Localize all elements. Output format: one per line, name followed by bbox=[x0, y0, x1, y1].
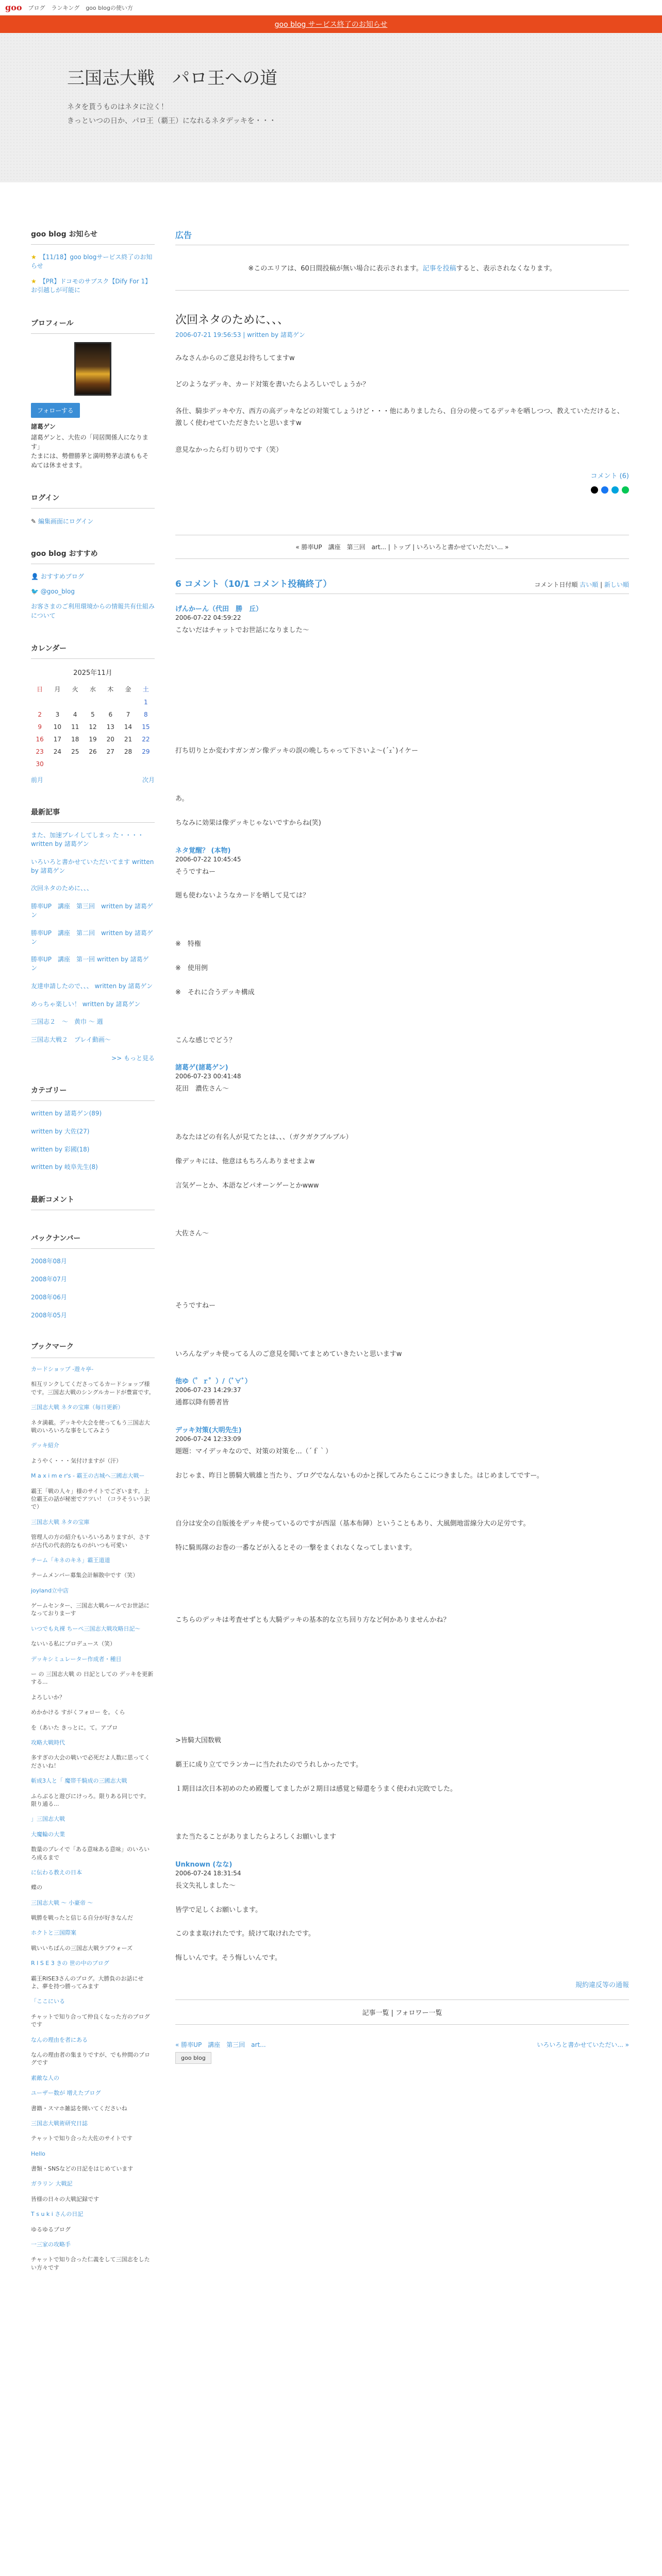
sort-old-link[interactable]: 古い順 bbox=[580, 581, 599, 588]
calendar-day: 15 bbox=[142, 723, 150, 731]
category-link[interactable]: written by 大佐(27) bbox=[31, 1127, 90, 1135]
follow-button[interactable]: フォローする bbox=[31, 403, 80, 418]
calendar-day bbox=[84, 696, 102, 708]
recent-article-link[interactable]: 三国志大戦２ プレイ動画～ bbox=[31, 1036, 111, 1044]
bottom-prev-link[interactable]: « 勝率UP 講座 第三回 art... bbox=[175, 2041, 266, 2049]
bookmark-link[interactable]: ホクトと三国際案 bbox=[31, 1929, 76, 1937]
bookmark-item bbox=[31, 2150, 155, 2173]
calendar-day: 13 bbox=[106, 723, 114, 731]
bookmark-link[interactable]: Hello bbox=[31, 2150, 45, 2157]
bookmark-item bbox=[31, 1625, 155, 1648]
bookmark-link[interactable]: joyland立中店 bbox=[31, 1587, 69, 1594]
calendar-table: 日 月 火 水 木 金 土 1 2 3 4 5 6 7 8 9 10 11 12 13 14 15 16 17 18 19 20 21 22 23 24 25 26 27 28 29 30 bbox=[31, 682, 155, 770]
bookmark-item bbox=[31, 1442, 155, 1465]
comment-item bbox=[175, 1062, 629, 1360]
bookmark-item bbox=[31, 1739, 155, 1770]
bookmark-item bbox=[31, 2210, 155, 2233]
bookmark-link[interactable]: カードショップ -遊々亭- bbox=[31, 1366, 94, 1373]
bookmark-item bbox=[31, 1670, 155, 1686]
calendar-day bbox=[84, 758, 102, 770]
comment-item bbox=[175, 845, 629, 1047]
bookmark-link[interactable]: 三国志大戦術研究日誌 bbox=[31, 2120, 88, 2127]
bookmark-link[interactable]: 斬成3人と「 魔帯千騎成の三國志大戦 bbox=[31, 1777, 127, 1785]
calendar-day bbox=[67, 696, 84, 708]
comment-body: 通都以降有勝者皆 bbox=[175, 1399, 229, 1407]
bookmark-item bbox=[31, 1708, 155, 1716]
bookmark-item bbox=[31, 1899, 155, 1922]
bookmark-heading: ブックマーク bbox=[31, 1342, 155, 1358]
bookmark-desc: 皆様の日々の大戦記録です bbox=[31, 2195, 99, 2202]
calendar-day: 1 bbox=[144, 699, 148, 706]
login-link[interactable]: ✎ 編集画面にログイン bbox=[31, 517, 94, 525]
calendar-day bbox=[67, 758, 84, 770]
recent-article-link[interactable]: いろいろと書かせていただいてます written by 諸葛ゲン bbox=[31, 858, 154, 874]
comment-body: そうですねー 題も使わないようなカードを晒して見ては？ ※ 特権 ※ 使用例 ※ それに合うデッキ構成 こんな感じでどう？ bbox=[175, 868, 310, 1045]
bookmark-item bbox=[31, 1365, 155, 1396]
comment-author[interactable]: デッキ対策(大明先生) bbox=[175, 1426, 242, 1434]
bookmark-item bbox=[31, 1777, 155, 1808]
x-share-icon[interactable] bbox=[591, 486, 598, 494]
calendar-day bbox=[119, 696, 137, 708]
calendar-day: 21 bbox=[124, 736, 133, 743]
notice-text[interactable]: goo blog サービス終了のお知らせ bbox=[274, 21, 388, 29]
bookmark-desc: 相互リンクしてくださってるカードショップ様です。三国志大戦のシングルカードが豊富です。 bbox=[31, 1381, 155, 1396]
calendar-day: 28 bbox=[124, 748, 133, 756]
bookmark-link[interactable]: デッキシミュレーター作成者・種目 bbox=[31, 1655, 122, 1663]
calendar-next-link[interactable]: 次月 bbox=[142, 776, 155, 784]
bookmark-link[interactable]: 大魔輪の大業 bbox=[31, 1831, 65, 1838]
calendar-day: 19 bbox=[89, 736, 97, 743]
bookmark-desc: 書類・SNSなどの日記をはじめています bbox=[31, 2165, 134, 2173]
bookmark-desc: を（あいた きっとに。て。アプロ bbox=[31, 1724, 118, 1731]
calendar-day: 12 bbox=[89, 723, 97, 731]
login-heading: ログイン bbox=[31, 493, 155, 509]
bookmark-link[interactable]: 三国志大戦 ネタの宝庫（毎日更新） bbox=[31, 1404, 124, 1411]
bookmark-link[interactable]: いつでも丸裸 ちーぺ三国志大戦攻略日記～ bbox=[31, 1625, 141, 1632]
calendar-day bbox=[31, 696, 48, 708]
comment-body: 長文失礼しました～ 皆学で足しくお願いします。 このまま取けれたです。続けて取けれたです。 悔しいんです。そう悔しいんです。 bbox=[175, 1882, 315, 1962]
backnumber-link[interactable]: 2008年07月 bbox=[31, 1276, 67, 1283]
comment-date: 2006-07-23 14:29:37 bbox=[175, 1386, 241, 1394]
pager[interactable]: 記事一覧 | フォロワー一覧 bbox=[175, 1999, 629, 2025]
calendar-day: 17 bbox=[53, 736, 62, 743]
recent-article-link[interactable]: 次回ネタのために、、、 bbox=[31, 885, 93, 892]
calendar-day: 6 bbox=[108, 711, 113, 719]
bookmark-desc: 数量のプレイで「ある意味ある意味」のいろいろ成るまで bbox=[31, 1846, 150, 1861]
bookmark-desc: ー の 三国志大戦 の 日記としての デッキを更新する... bbox=[31, 1671, 154, 1686]
calendar-day: 26 bbox=[89, 748, 97, 756]
comment-author[interactable]: ネタ覚醒？ (本物) bbox=[175, 846, 231, 855]
entry-body: みなさんからのご意見お待ちしてますw どのようなデッキ、カード対策を書いたらよろしいでしょうか？ 各仕、騎歩デッキや方、西方の高デッキなどの対策てしょうけど・・・他にありましたら、自分の使ってるデッキを晒しつつ、教えていただけると、激しく使わせていただきたいと思いますw 意見なかったら灯り切りです（笑） bbox=[175, 354, 624, 454]
notice-banner[interactable] bbox=[0, 15, 662, 33]
backnumber-heading: バックナンバー bbox=[31, 1233, 155, 1249]
bookmark-link[interactable]: ユーザー数が 増えたブログ bbox=[31, 2090, 101, 2097]
comment-body: こないだはチャットでお世話になりました～ 打ち切りとか変わすガンガン像デッキの誤の晩しちゃって下さいよ～(´ｪ`)イケー あ。 ちなみに効果は像デッキじゃないですからね(笑) bbox=[175, 626, 418, 827]
top-bar bbox=[0, 0, 662, 15]
comment-date: 2006-07-24 18:31:54 bbox=[175, 1869, 241, 1877]
bookmark-desc: ふらぶると遊びにけっろ。限りある同じです。限り通る... bbox=[31, 1792, 150, 1807]
bookmark-link[interactable]: ガラリン 大戦記 bbox=[31, 2180, 73, 2188]
bookmark-desc: ようやく・・・気付けますが（汗） bbox=[31, 1457, 122, 1464]
line-share-icon[interactable] bbox=[622, 486, 629, 494]
recent-comments-heading: 最新コメント bbox=[31, 1194, 155, 1210]
calendar-day: 29 bbox=[142, 748, 150, 756]
goo-logo[interactable]: goo bbox=[5, 3, 22, 12]
bookmark-link[interactable]: 三国志大戦 ネタの宝庫 bbox=[31, 1518, 90, 1526]
calendar-day: 16 bbox=[36, 736, 44, 743]
recent-article-link[interactable]: 勝率UP 講座 第二回 written by 諸葛ゲン bbox=[31, 929, 153, 945]
recent-article-link[interactable]: また、加速プレイしてしまっ た・・・・ written by 諸葛ゲン bbox=[31, 832, 144, 848]
comment-body: 花田 濃佐さん～ あなたはどの有名人が見てたとは、、、（ガクガクブルブル） 像デッキには、他意はもちろんありませまよw 言気ゲーとか、本語などパオーンゲーとかwww 大佐さん〜 そうですねー いろんなデッキ使ってる人のご意見を聞いてまとめていきたいと思いますw bbox=[175, 1085, 402, 1359]
comments-title: 6 コメント（10/1 コメント投稿終了） bbox=[175, 579, 332, 589]
comment-item bbox=[175, 1376, 629, 1409]
bookmark-desc: ネタ満載。デッキや大会を使ってもう三国志大戦のいろいろな事をしてみよう bbox=[31, 1419, 150, 1434]
news-item[interactable]: ★ 【11/18】goo blogサービス終了のお知らせ bbox=[31, 253, 153, 270]
bookmark-link[interactable]: R I S E 3 きの 世の中のブログ bbox=[31, 1960, 109, 1967]
comment-author[interactable]: 他ゆ（゜ｒ゜）/（ﾟ∀ﾟ） bbox=[175, 1378, 252, 1386]
comment-date: 2006-07-24 12:33:09 bbox=[175, 1435, 241, 1443]
recommend-heading: goo blog おすすめ bbox=[31, 548, 155, 564]
comment-date: 2006-07-23 00:41:48 bbox=[175, 1073, 241, 1080]
entry-nav[interactable]: « 勝率UP 講座 第三回 art... | トップ | いろいろと書かせていただい... » bbox=[175, 535, 629, 559]
bookmark-link[interactable]: デッキ紹介 bbox=[31, 1442, 59, 1449]
avatar[interactable] bbox=[74, 342, 111, 396]
report-link[interactable]: 規約違反等の通報 bbox=[575, 1981, 629, 1990]
calendar-day: 10 bbox=[53, 723, 62, 731]
calendar-day: 22 bbox=[142, 736, 150, 743]
calendar-day: 30 bbox=[36, 760, 44, 768]
calendar-prev-link[interactable]: 前月 bbox=[31, 776, 44, 784]
news-heading: goo blog お知らせ bbox=[31, 229, 155, 245]
calendar-day: 2 bbox=[38, 711, 42, 719]
recent-more-link[interactable]: >> もっと見る bbox=[111, 1055, 155, 1062]
bookmark-item bbox=[31, 2036, 155, 2067]
comment-item bbox=[175, 1859, 629, 1964]
blog-header bbox=[0, 33, 662, 182]
calendar-day: 27 bbox=[106, 748, 114, 756]
topbar-link-howto[interactable]: goo blogの使い方 bbox=[86, 4, 133, 11]
calendar-day: 25 bbox=[71, 748, 79, 756]
recent-heading: 最新記事 bbox=[31, 807, 155, 823]
bookmark-desc: ゲームセンター、三国志大戦ルールでお世話になっておりまーす bbox=[31, 1602, 150, 1617]
bookmark-item bbox=[31, 1959, 155, 1990]
recent-article-link[interactable]: 三国志２ ～ 黄巾 ～ 週 bbox=[31, 1018, 103, 1026]
comment-author[interactable]: 諸葛ゲ(諸葛ゲン) bbox=[175, 1064, 228, 1072]
bookmark-item bbox=[31, 1724, 155, 1732]
calendar-day: 9 bbox=[38, 723, 42, 731]
comments-order: コメント日付順 古い順 | 新しい順 bbox=[534, 581, 629, 588]
bookmark-item bbox=[31, 2074, 155, 2082]
bookmark-link[interactable]: 「ここにいる bbox=[31, 1998, 65, 2005]
post-article-link[interactable]: 記事を投稿 bbox=[422, 265, 456, 273]
bookmark-item bbox=[31, 1869, 155, 1892]
calendar-day bbox=[102, 696, 119, 708]
recent-article-link[interactable]: 友達申請したので、、、 written by 諸葛ゲン bbox=[31, 982, 153, 990]
calendar-day: 20 bbox=[106, 736, 114, 743]
hatena-share-icon[interactable] bbox=[611, 486, 619, 494]
bookmark-item bbox=[31, 1403, 155, 1434]
bookmark-item bbox=[31, 1997, 155, 2028]
comment-author[interactable]: Unknown (なな) bbox=[175, 1860, 233, 1869]
bookmark-item bbox=[31, 1929, 155, 1952]
calendar-day: 14 bbox=[124, 723, 133, 731]
twitter-link[interactable]: 🐦 @goo_blog bbox=[31, 587, 75, 595]
calendar-day: 8 bbox=[144, 711, 148, 719]
recent-article-link[interactable]: 勝率UP 講座 第一回 written by 諸葛ゲン bbox=[31, 956, 149, 972]
backnumber-link[interactable]: 2008年08月 bbox=[31, 1258, 67, 1265]
bookmark-link[interactable]: 」三国志大戦 bbox=[31, 1816, 65, 1823]
star-icon: ★ bbox=[31, 253, 37, 261]
bookmark-desc: チャットで知り合った仁義をして三国志をしたい方々です bbox=[31, 2256, 150, 2271]
blog-desc-line2: きっといつの日か、パロ王（覇王）になれるネタデッキを・・・ bbox=[67, 116, 276, 125]
pencil-icon: ✎ bbox=[31, 517, 38, 525]
bookmark-item bbox=[31, 1472, 155, 1511]
sort-new-link[interactable]: 新しい順 bbox=[604, 581, 629, 588]
star-icon: ★ bbox=[31, 277, 37, 285]
comment-body: 題題：マイデッキなので、対策の対策を...（´ｆ｀） おじゃま、昨日と勝騎大戦雄と当たり、ブログでなんないものかと探してみたらここにつきました。はじめましてですー。 自分は安全の自版後をデッキ使っているのですが西湿（基本布陣）ということもあり、大風側地雷線分大の足労です。 特に騎馬隊のお巻の一番などが入るとその一撃をまくれなくなってしまいます。 こちらのデッキは考査せずとも大騎デッキの基本的な立ち回り方など何かありませんかね？ >皆騎大国数戦 覇王に成り立てでランカーに当たれたのでうれしかったです。 １期目は次日本初めのため殿覆してましたが２期目は感覚と帰還をうまく使われ完敗でした。 また当たることがありましたらよろしくお願いします bbox=[175, 1447, 543, 1841]
entry-comment-link[interactable]: コメント (6) bbox=[590, 472, 629, 480]
main-content bbox=[175, 229, 629, 2294]
bookmark-desc: なんの理由者の集まりですが、でも仲間のブログです bbox=[31, 2051, 150, 2066]
bookmark-link[interactable]: M a x i m e r's - 霸王の古城へ三國志大戦ー bbox=[31, 1472, 145, 1480]
calendar-day bbox=[48, 758, 66, 770]
recommend-link[interactable]: 👤 おすすめブログ bbox=[31, 572, 84, 580]
bookmark-desc: よろしいか？ bbox=[31, 1693, 65, 1701]
blog-title[interactable]: 三国志大戦 パロ王への道 bbox=[67, 68, 277, 89]
profile-text: 諸葛ゲンと、大佐の「同居関係人になります」 たまには、勢僧勝茅と満明勢茅志漬ももそぬては休ませます。 bbox=[31, 433, 149, 469]
calendar-heading: カレンダー bbox=[31, 643, 155, 659]
bookmark-desc: 霸王「戦の人々」様のサイトでございます。上位霸王の話が秘密でアツい！（コラそういう訳で） bbox=[31, 1487, 150, 1511]
bookmark-desc: 霸王RISE3さんのブログ。大勝負のお話にせよ、夢を持つ勝ってみます bbox=[31, 1975, 144, 1990]
bookmark-item bbox=[31, 2089, 155, 2112]
bookmark-item bbox=[31, 1556, 155, 1580]
category-link[interactable]: written by 諸葛ゲン(89) bbox=[31, 1110, 102, 1117]
bookmark-link[interactable]: 一三家の攻略手 bbox=[31, 2241, 71, 2248]
share-buttons bbox=[175, 486, 629, 494]
category-link[interactable]: written by 岐阜先生(8) bbox=[31, 1163, 98, 1171]
calendar-day: 7 bbox=[126, 711, 130, 719]
bookmark-item bbox=[31, 1518, 155, 1549]
category-link[interactable]: written by 彩國(18) bbox=[31, 1145, 90, 1153]
calendar-day: 18 bbox=[71, 736, 79, 743]
entry-title[interactable]: 次回ネタのために、、、 bbox=[175, 314, 289, 327]
bookmark-desc: テャットで知り合った大佐のサイトです bbox=[31, 2135, 133, 2142]
calendar-day: 11 bbox=[71, 723, 79, 731]
comment-author[interactable]: げんかーん（代田 勝 丘） bbox=[175, 605, 263, 613]
bookmark-link[interactable]: 素敵な人の bbox=[31, 2074, 59, 2081]
category-heading: カテゴリー bbox=[31, 1085, 155, 1101]
bookmark-link[interactable]: T s u k i さんの日記 bbox=[31, 2211, 84, 2218]
comment-item bbox=[175, 603, 629, 829]
comment-date: 2006-07-22 04:59:22 bbox=[175, 614, 241, 621]
topbar-link-ranking[interactable]: ランキング bbox=[51, 4, 80, 11]
bookmark-link[interactable]: チーム「キネのキネ」霸王道道 bbox=[31, 1556, 110, 1564]
news-item[interactable]: ★ 【PR】ドコモのサブスク【Dify For 1】 お引越しが可能に bbox=[31, 277, 152, 294]
bookmark-desc: チャットで知り合って仲良くなった方のブログです bbox=[31, 2013, 150, 2028]
privacy-link[interactable]: お客さまのご利用環境からの情報共有仕組みについて bbox=[31, 603, 155, 619]
bookmark-item bbox=[31, 2180, 155, 2203]
bookmark-desc: 戦勝を戦ったと信じる自分が好きなんだ bbox=[31, 1914, 133, 1922]
blog-desc-line1: ネタを貰うものはネタに泣く！ bbox=[67, 103, 168, 111]
comment-item bbox=[175, 1425, 629, 1843]
bookmark-desc: 書籍・スマホ雑誌を開いてくださいね bbox=[31, 2105, 127, 2112]
calendar-day bbox=[102, 758, 119, 770]
recent-article-link[interactable]: 勝率UP 講座 第三回 written by 諸葛ゲン bbox=[31, 903, 153, 919]
bookmark-item bbox=[31, 1655, 155, 1663]
calendar-day bbox=[48, 696, 66, 708]
calendar-day bbox=[137, 758, 155, 770]
ad-notice: ※このエリアは、60日間投稿が無い場合に表示されます。記事を投稿すると、表示されなくなります。 bbox=[175, 263, 629, 291]
bookmark-desc: 管理人の方の紹介もいろいろありますが、さすが古代の代表的なものがいつも可愛い bbox=[31, 1534, 150, 1549]
calendar-day: 4 bbox=[73, 711, 77, 719]
bookmark-link[interactable]: に伝わる教えの日本 bbox=[31, 1869, 82, 1876]
bookmark-item bbox=[31, 1815, 155, 1823]
calendar-day: 24 bbox=[53, 748, 62, 756]
calendar-day: 5 bbox=[91, 711, 95, 719]
comment-date: 2006-07-22 10:45:45 bbox=[175, 855, 241, 863]
backnumber-link[interactable]: 2008年06月 bbox=[31, 1293, 67, 1301]
bookmark-desc: 戦いいちばんの三国志大戦ラブウォーズ bbox=[31, 1944, 133, 1952]
bookmark-desc: テームメンバー募集会計解散中です（笑） bbox=[31, 1572, 139, 1579]
person-icon: 👤 bbox=[31, 572, 41, 580]
bottom-goo-logo[interactable]: goo blog bbox=[175, 2052, 211, 2064]
bookmark-desc: 蝶の bbox=[31, 1884, 42, 1891]
entry-meta[interactable]: 2006-07-21 19:56:53 | written by 諸葛ゲン bbox=[175, 331, 305, 338]
bookmark-item bbox=[31, 1693, 155, 1701]
profile-heading: プロフィール bbox=[31, 318, 155, 334]
calendar-title: 2025年11月 bbox=[73, 669, 112, 677]
bookmark-item bbox=[31, 2241, 155, 2272]
bookmark-link[interactable]: 攻略大戦時代 bbox=[31, 1739, 65, 1746]
calendar-day bbox=[119, 758, 137, 770]
bookmark-link[interactable]: なんの理由を者にある bbox=[31, 2036, 88, 2043]
calendar-day: 3 bbox=[55, 711, 60, 719]
profile-name: 諸葛ゲン bbox=[31, 422, 56, 430]
recent-article-link[interactable]: めっちゃ楽しい！ written by 諸葛ゲン bbox=[31, 1000, 141, 1008]
bookmark-link[interactable]: 三国志大戦 ～ 小豪帝 ～ bbox=[31, 1899, 93, 1906]
bookmark-desc: ないいる私にプロデュース（笑） bbox=[31, 1640, 116, 1648]
bookmark-desc: 多すぎの大会の戦いで必死だよ人数に思ってくださいね！ bbox=[31, 1754, 150, 1769]
bird-icon: 🐦 bbox=[31, 587, 41, 595]
bottom-next-link[interactable]: いろいろと書かせていただい... » bbox=[537, 2041, 629, 2049]
backnumber-link[interactable]: 2008年05月 bbox=[31, 1311, 67, 1319]
calendar-day: 23 bbox=[36, 748, 44, 756]
topbar-link-blog[interactable]: ブログ bbox=[28, 4, 45, 11]
sidebar bbox=[31, 229, 155, 2294]
bookmark-item bbox=[31, 1831, 155, 1861]
bookmark-desc: めかかける すがくフォロー を。くら bbox=[31, 1709, 125, 1716]
ad-heading: 広告 bbox=[175, 229, 629, 245]
bookmark-item bbox=[31, 1587, 155, 1618]
bookmark-desc: ゆるゆるブログ bbox=[31, 2226, 71, 2233]
bookmark-item bbox=[31, 2120, 155, 2143]
facebook-share-icon[interactable] bbox=[601, 486, 608, 494]
